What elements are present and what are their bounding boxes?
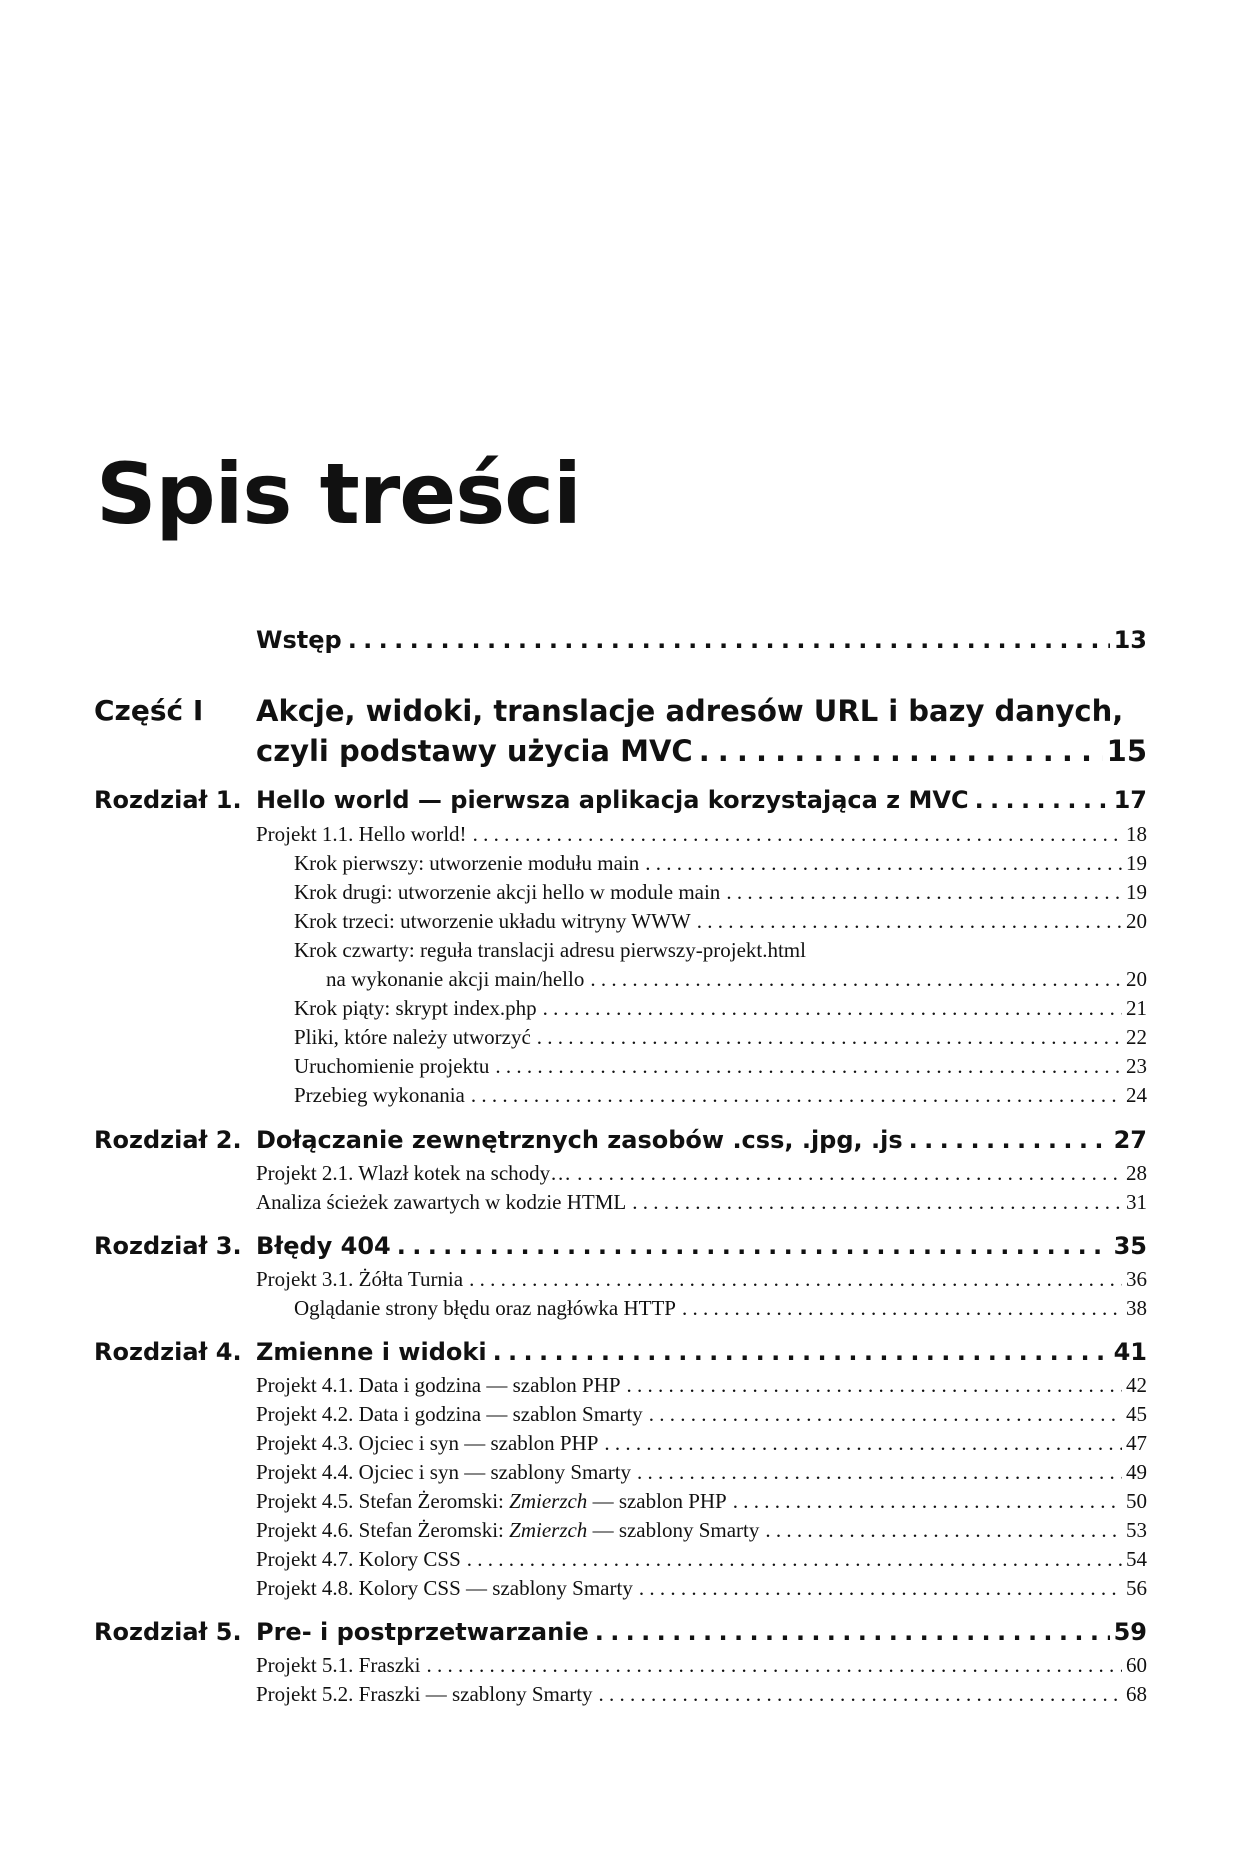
chapter-label: Rozdział 4. <box>94 1338 242 1366</box>
dot-leader <box>645 851 1122 876</box>
toc-item[interactable] <box>294 851 1147 876</box>
toc-item-title-line1: Krok czwarty: reguła translacji adresu pierwszy-projekt.html <box>294 938 806 962</box>
toc-item[interactable] <box>294 996 1147 1021</box>
toc-page-number: 60 <box>1126 1653 1147 1677</box>
dot-leader <box>495 1054 1122 1079</box>
part-title-line1: Akcje, widoki, translacje adresów URL i bazy danych, <box>256 694 1124 728</box>
toc-page-number: 54 <box>1126 1547 1147 1571</box>
toc-item-title: Oglądanie strony błędu oraz nagłówka HTTP <box>294 1296 676 1320</box>
dot-leader <box>397 1232 1110 1260</box>
dot-leader <box>426 1653 1122 1678</box>
toc-page-number: 17 <box>1113 786 1147 814</box>
page-title: Spis treści <box>96 445 581 543</box>
dot-leader <box>537 1025 1122 1050</box>
dot-leader <box>682 1296 1122 1321</box>
toc-page-number: 47 <box>1126 1431 1147 1455</box>
toc-item[interactable] <box>256 1190 1147 1215</box>
toc-item[interactable] <box>256 1489 1147 1514</box>
toc-item-title: Projekt 2.1. Wlazł kotek na schody… <box>256 1161 572 1185</box>
toc-item[interactable] <box>294 909 1147 934</box>
toc-item-title: Przebieg wykonania <box>294 1083 465 1107</box>
toc-page-number: 45 <box>1126 1402 1147 1426</box>
toc-page-number: 20 <box>1126 909 1147 933</box>
toc-entry-title: Hello world — pierwsza aplikacja korzystająca z MVC <box>256 786 969 814</box>
toc-item[interactable] <box>256 1653 1147 1678</box>
toc-page-number: 15 <box>1106 734 1147 768</box>
dot-leader <box>975 786 1110 814</box>
dot-leader <box>604 1431 1122 1456</box>
dot-leader <box>590 967 1122 992</box>
toc-item[interactable] <box>256 1373 1147 1398</box>
toc-page-number: 28 <box>1126 1161 1147 1185</box>
toc-item-title: Projekt 4.1. Data i godzina — szablon PHP <box>256 1373 621 1397</box>
toc-page-number: 41 <box>1113 1338 1147 1366</box>
dot-leader <box>599 1682 1122 1707</box>
toc-entry-title: Błędy 404 <box>256 1232 391 1260</box>
toc-item-title: Krok trzeci: utworzenie układu witryny WWW <box>294 909 691 933</box>
toc-item-title: Projekt 4.2. Data i godzina — szablon Smarty <box>256 1402 643 1426</box>
dot-leader <box>543 996 1122 1021</box>
toc-page-number: 56 <box>1126 1576 1147 1600</box>
toc-entry-title: Dołączanie zewnętrznych zasobów .css, .jpg, .js <box>256 1126 903 1154</box>
dot-leader <box>469 1267 1122 1292</box>
dot-leader <box>909 1126 1110 1154</box>
toc-page-number: 19 <box>1126 851 1147 875</box>
toc-page-number: 38 <box>1126 1296 1147 1320</box>
toc-page-number: 19 <box>1126 880 1147 904</box>
toc-item[interactable] <box>294 880 1147 905</box>
toc-entry-chapter-4[interactable] <box>256 1338 1147 1366</box>
toc-page-number: 68 <box>1126 1682 1147 1706</box>
toc-item[interactable] <box>256 1161 1147 1186</box>
toc-page-number: 18 <box>1126 822 1147 846</box>
toc-item-title: Projekt 4.7. Kolory CSS <box>256 1547 461 1571</box>
toc-item[interactable] <box>294 1083 1147 1108</box>
toc-page-number: 31 <box>1126 1190 1147 1214</box>
dot-leader <box>595 1618 1110 1646</box>
chapter-label: Rozdział 3. <box>94 1232 242 1260</box>
dot-leader <box>637 1460 1122 1485</box>
toc-page-number: 22 <box>1126 1025 1147 1049</box>
dot-leader <box>473 822 1122 847</box>
toc-page-number: 13 <box>1113 626 1147 654</box>
toc-entry-intro[interactable] <box>256 626 1147 654</box>
dot-leader <box>471 1083 1122 1108</box>
toc-item[interactable] <box>326 967 1147 992</box>
toc-item[interactable] <box>294 1054 1147 1079</box>
toc-item-title: Analiza ścieżek zawartych w kodzie HTML <box>256 1190 627 1214</box>
dot-leader <box>699 734 1103 768</box>
dot-leader <box>697 909 1122 934</box>
toc-item[interactable] <box>294 1025 1147 1050</box>
toc-item-title: Projekt 4.8. Kolory CSS — szablony Smarty <box>256 1576 633 1600</box>
toc-item[interactable] <box>256 1402 1147 1427</box>
toc-item-title: Projekt 4.5. Stefan Żeromski: Zmierzch — szablon PHP <box>256 1489 727 1513</box>
toc-item-title: Projekt 5.1. Fraszki <box>256 1653 421 1677</box>
chapter-label: Rozdział 5. <box>94 1618 242 1646</box>
toc-entry-title: Pre- i postprzetwarzanie <box>256 1618 589 1646</box>
toc-page-number: 21 <box>1126 996 1147 1020</box>
toc-page-number: 49 <box>1126 1460 1147 1484</box>
toc-item[interactable] <box>256 1431 1147 1456</box>
toc-entry-title: Zmienne i widoki <box>256 1338 487 1366</box>
dot-leader <box>639 1576 1122 1601</box>
dot-leader <box>627 1373 1122 1398</box>
dot-leader <box>765 1518 1122 1543</box>
toc-item-title: na wykonanie akcji main/hello <box>326 967 585 991</box>
dot-leader <box>726 880 1122 905</box>
toc-item-title: Projekt 5.2. Fraszki — szablony Smarty <box>256 1682 593 1706</box>
toc-item[interactable] <box>256 1460 1147 1485</box>
toc-item-title: Projekt 3.1. Żółta Turnia <box>256 1267 464 1291</box>
toc-entry-title: czyli podstawy użycia MVC <box>256 734 693 768</box>
dot-leader <box>493 1338 1110 1366</box>
toc-item[interactable] <box>256 822 1147 847</box>
dot-leader <box>632 1190 1122 1215</box>
toc-item[interactable] <box>256 1682 1147 1707</box>
toc-item-title: Projekt 1.1. Hello world! <box>256 822 467 846</box>
toc-entry-part1[interactable] <box>256 734 1147 768</box>
toc-entry-chapter-1[interactable] <box>256 786 1147 814</box>
dot-leader <box>577 1161 1122 1186</box>
toc-entry-title: Wstęp <box>256 626 342 654</box>
toc-entry-chapter-5[interactable] <box>256 1618 1147 1646</box>
toc-item-title: Krok drugi: utworzenie akcji hello w module main <box>294 880 721 904</box>
chapter-label: Rozdział 1. <box>94 786 242 814</box>
toc-page-number: 27 <box>1113 1126 1147 1154</box>
toc-item[interactable] <box>256 1547 1147 1572</box>
dot-leader <box>348 626 1110 654</box>
toc-page-number: 23 <box>1126 1054 1147 1078</box>
toc-item-title: Projekt 4.3. Ojciec i syn — szablon PHP <box>256 1431 599 1455</box>
toc-entry-chapter-2[interactable] <box>256 1126 1147 1154</box>
toc-item[interactable] <box>256 1576 1147 1601</box>
toc-page-number: 36 <box>1126 1267 1147 1291</box>
toc-page-number: 20 <box>1126 967 1147 991</box>
toc-item-title: Projekt 4.6. Stefan Żeromski: Zmierzch — szablony Smarty <box>256 1518 760 1542</box>
toc-item-title: Uruchomienie projektu <box>294 1054 490 1078</box>
toc-page-number: 24 <box>1126 1083 1147 1107</box>
toc-item[interactable] <box>294 1296 1147 1321</box>
toc-entry-chapter-3[interactable] <box>256 1232 1147 1260</box>
toc-page-number: 35 <box>1113 1232 1147 1260</box>
toc-item-title: Krok piąty: skrypt index.php <box>294 996 537 1020</box>
toc-page-number: 42 <box>1126 1373 1147 1397</box>
toc-item[interactable] <box>256 1267 1147 1292</box>
toc-item-title: Krok pierwszy: utworzenie modułu main <box>294 851 640 875</box>
chapter-label: Rozdział 2. <box>94 1126 242 1154</box>
toc-page-number: 53 <box>1126 1518 1147 1542</box>
toc-item-title: Pliki, które należy utworzyć <box>294 1025 531 1049</box>
dot-leader <box>467 1547 1122 1572</box>
part-label: Część I <box>94 694 204 727</box>
toc-page-number: 50 <box>1126 1489 1147 1513</box>
toc-page-number: 59 <box>1113 1618 1147 1646</box>
dot-leader <box>733 1489 1122 1514</box>
dot-leader <box>649 1402 1122 1427</box>
toc-item[interactable] <box>256 1518 1147 1543</box>
toc-item-title: Projekt 4.4. Ojciec i syn — szablony Smarty <box>256 1460 632 1484</box>
